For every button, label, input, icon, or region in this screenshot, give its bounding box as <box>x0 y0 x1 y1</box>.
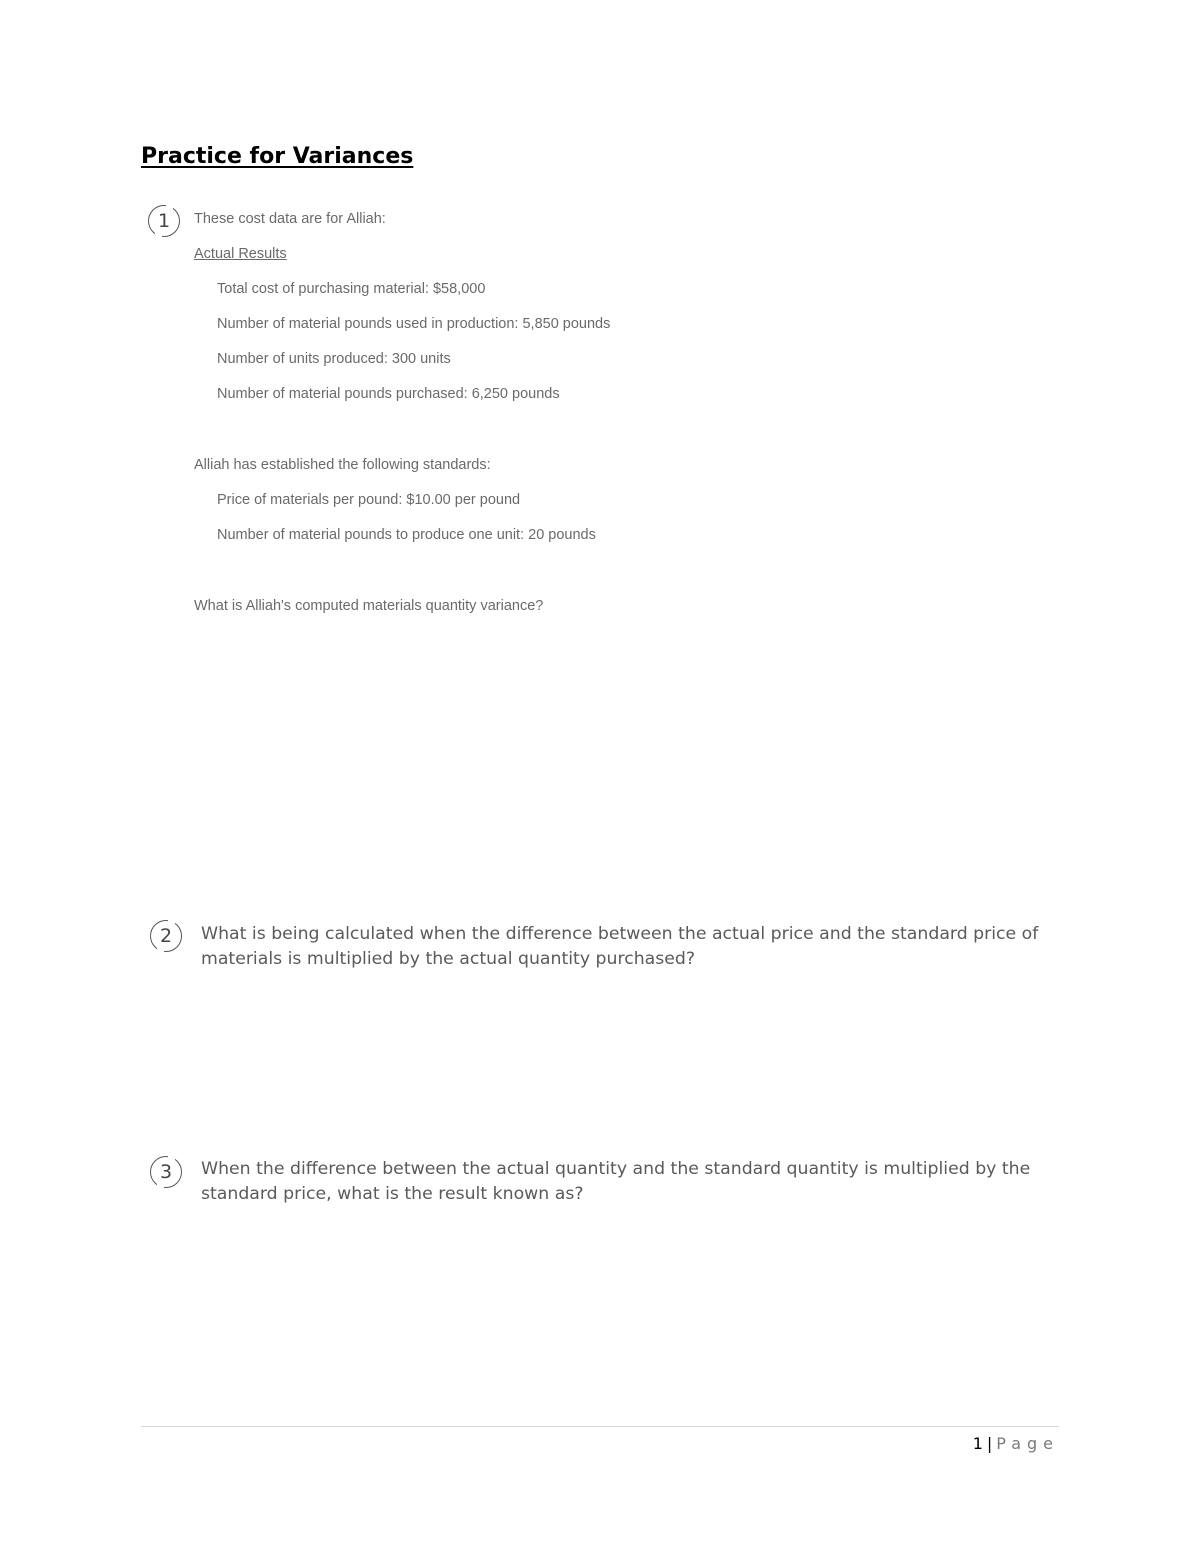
page-label: Page <box>996 1434 1059 1453</box>
question-number-badge: 2 <box>150 920 182 952</box>
list-item: Number of material pounds purchased: 6,250 pounds <box>217 386 560 402</box>
footer-divider <box>141 1426 1059 1427</box>
list-item: Number of material pounds used in production: 5,850 pounds <box>217 316 611 332</box>
question-text: What is Alliah's computed materials quantity variance? <box>194 598 544 614</box>
question-intro: These cost data are for Alliah: <box>194 211 386 227</box>
page-title: Practice for Variances <box>141 144 414 169</box>
list-item: Number of units produced: 300 units <box>217 351 451 367</box>
list-item: Number of material pounds to produce one unit: 20 pounds <box>217 527 596 543</box>
list-item: Total cost of purchasing material: $58,000 <box>217 281 486 297</box>
standards-intro: Alliah has established the following standards: <box>194 457 491 473</box>
question-text: What is being calculated when the difference between the actual price and the standard price of materials is multiplied by the actual quantity purchased? <box>201 924 1039 969</box>
page-number: 1 <box>972 1434 983 1453</box>
actual-results-heading: Actual Results <box>194 246 287 262</box>
question-number-badge: 1 <box>148 205 180 237</box>
page-separator: | <box>986 1434 993 1453</box>
page-footer <box>973 1434 1059 1453</box>
list-item: Price of materials per pound: $10.00 per pound <box>217 492 521 508</box>
question-number-badge: 3 <box>150 1156 182 1188</box>
question-text: When the difference between the actual quantity and the standard quantity is multiplied by the standard price, what is the result known as? <box>201 1159 1031 1204</box>
